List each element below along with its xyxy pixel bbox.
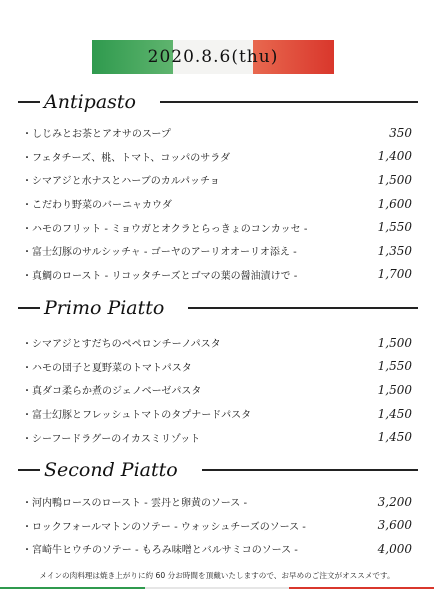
item-price: 350 xyxy=(389,125,412,140)
item-name: ・こだわり野菜のバーニャカウダ xyxy=(22,200,172,212)
menu-item xyxy=(22,192,414,216)
menu-date: 2020.8.6(thu) xyxy=(147,47,279,67)
item-name: ・ロックフォールマトンのソテー - ウォッシュチーズのソース - xyxy=(22,521,306,533)
section-rule xyxy=(202,469,418,471)
item-name: ・宮崎牛ヒウチのソテー - もろみ味噌とバルサミコのソース - xyxy=(22,545,298,557)
item-price: 3,200 xyxy=(377,494,412,509)
item-price: 1,450 xyxy=(377,406,412,421)
item-price: 1,600 xyxy=(377,196,412,211)
item-price: 1,550 xyxy=(377,359,412,374)
section-dash xyxy=(18,101,40,103)
section-rule xyxy=(188,307,418,309)
menu-item xyxy=(22,402,414,426)
section-rule xyxy=(160,101,418,103)
item-name: ・シーフードラグーのイカスミリゾット xyxy=(22,433,201,445)
item-name: ・河内鴨ロースのロースト - 雲丹と卵黄のソース - xyxy=(22,498,248,510)
item-price: 3,600 xyxy=(377,518,412,533)
tricolor-stripe xyxy=(0,587,434,589)
item-name: ・しじみとお茶とアオサのスープ xyxy=(22,129,171,141)
item-price: 1,450 xyxy=(377,430,412,445)
item-name: ・シマアジと水ナスとハーブのカルパッチョ xyxy=(22,176,220,188)
menu-item xyxy=(22,378,414,402)
item-name: ・真ダコ柔らか煮のジェノベーゼパスタ xyxy=(22,386,202,398)
section-title: Second Piatto xyxy=(44,459,178,481)
item-name: ・ハモのフリット - ミョウガとオクラとらっきょのコンカッセ - xyxy=(22,223,308,235)
section-dash xyxy=(18,307,40,309)
item-price: 1,500 xyxy=(377,172,412,187)
section-title: Antipasto xyxy=(44,91,136,113)
stripe-green xyxy=(0,587,145,589)
item-price: 1,550 xyxy=(377,220,412,235)
menu-item xyxy=(22,425,414,449)
menu-item xyxy=(22,537,414,561)
section-header-primo-piatto xyxy=(18,296,418,320)
menu-item xyxy=(22,331,414,355)
stripe-white xyxy=(145,587,290,589)
item-price: 1,700 xyxy=(377,267,412,282)
item-name: ・真鯛のロースト - リコッタチーズとゴマの葉の醤油漬けで - xyxy=(22,270,298,282)
item-price: 1,500 xyxy=(377,335,412,350)
menu-item xyxy=(22,215,414,239)
section-title: Primo Piatto xyxy=(44,297,165,319)
item-name: ・富士幻豚のサルシッチャ - ゴーヤのアーリオオーリオ添え - xyxy=(22,247,297,259)
item-name: ・ハモの団子と夏野菜のトマトパスタ xyxy=(22,362,192,374)
menu-item xyxy=(22,121,414,145)
item-name: ・フェタチーズ、桃、トマト、コッパのサラダ xyxy=(22,152,231,164)
footer-note: メインの肉料理は焼き上がりに約 60 分お時間を頂戴いたしますので、お早めのご注文がオススメです。 xyxy=(39,571,395,580)
menu-item xyxy=(22,145,414,169)
item-price: 1,500 xyxy=(377,382,412,397)
menu-item xyxy=(22,355,414,379)
item-price: 1,350 xyxy=(377,243,412,258)
item-price: 4,000 xyxy=(377,541,412,556)
antipasto-list xyxy=(22,121,414,286)
item-name: ・富士幻豚とフレッシュトマトのタプナードパスタ xyxy=(22,410,252,422)
menu-item xyxy=(22,490,414,514)
primo-piatto-list xyxy=(22,331,414,449)
second-piatto-list xyxy=(22,490,414,561)
menu-item xyxy=(22,263,414,287)
section-dash xyxy=(18,469,40,471)
item-price: 1,400 xyxy=(377,149,412,164)
section-header-antipasto xyxy=(18,90,418,114)
menu-item xyxy=(22,168,414,192)
menu-item xyxy=(22,514,414,538)
section-header-second-piatto xyxy=(18,458,418,482)
menu-item xyxy=(22,239,414,263)
item-name: ・シマアジとすだちのペペロンチーノパスタ xyxy=(22,339,221,351)
stripe-red xyxy=(289,587,434,589)
